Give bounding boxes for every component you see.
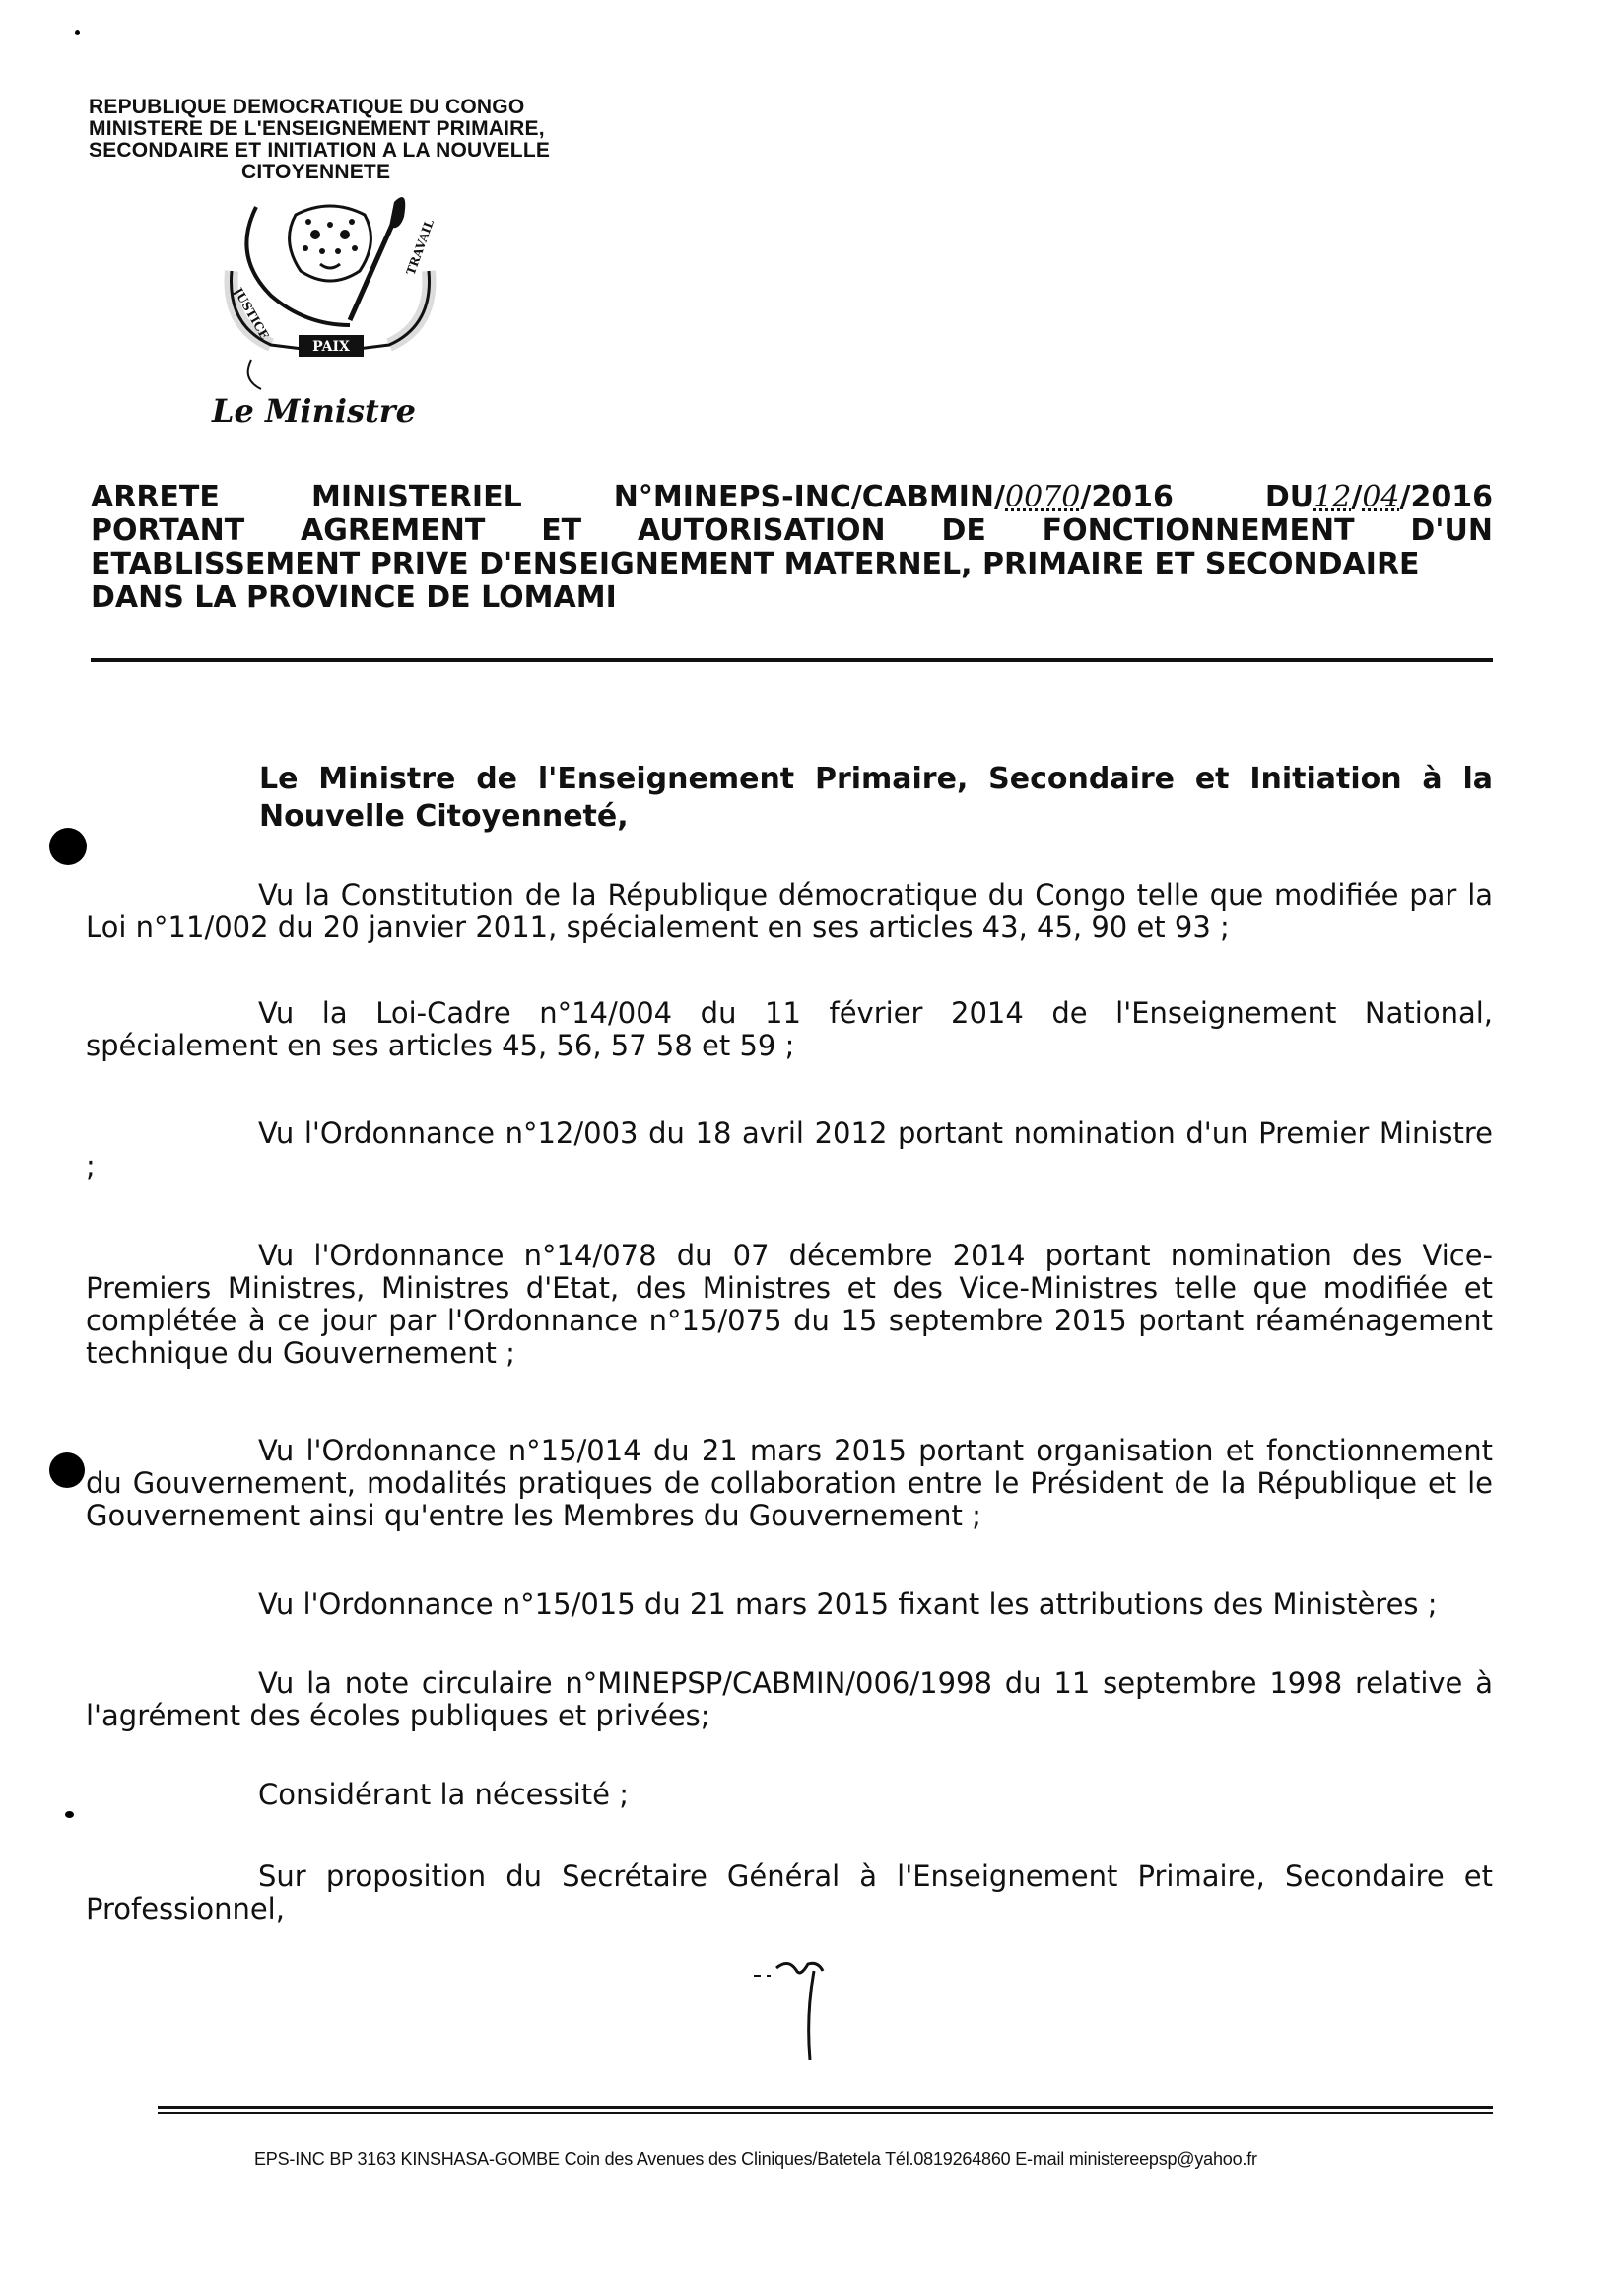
scan-speck [65,1811,74,1818]
footer-address: EPS-INC BP 3163 KINSHASA-GOMBE Coin des Avenues des Cliniques/Batetela Tél.0819264860 E-mail ministereepsp@yahoo.fr [254,2149,1257,2169]
punch-hole-mark [49,1452,85,1488]
leopard-head-icon [290,206,371,281]
title-word: ARRETE [91,480,220,514]
title-word: AUTORISATION [637,513,886,548]
letterhead-country: REPUBLIQUE DEMOCRATIQUE DU CONGO [89,96,525,118]
title-divider [91,658,1493,662]
title-row-3: ETABLISSEMENT PRIVE D'ENSEIGNEMENT MATERNEL, PRIMAIRE ET SECONDAIRE [91,547,1420,581]
paragraph: Vu l'Ordonnance n°15/014 du 21 mars 2015 portant organisation et fonctionnement du Gouvernement, modalités pratiques de collaboration entre le Président de la République et le Gouvernement ainsi qu'entre les Membres du Gouvernement ; [86,1434,1493,1532]
decree-title [91,481,1493,615]
letterhead-ministry-cont: SECONDAIRE ET INITIATION A LA NOUVELLE [89,139,551,162]
title-word: DE [941,513,986,548]
emblem-motto-right: TRAVAIL [403,217,438,278]
paragraph: Sur proposition du Secrétaire Général à l'Enseignement Primaire, Secondaire et Professionnel, [86,1859,1493,1925]
scan-speck [75,30,80,35]
emblem-motto-bottom: PAIX [312,339,350,355]
title-word: D'UN [1410,513,1493,548]
emblem-motto-left: JUSTICE [231,285,272,342]
letterhead-ministry-end: CITOYENNETE [241,161,391,183]
handwritten-ref-number: 0070 [1005,480,1081,514]
footer-divider [158,2106,1493,2109]
punch-hole-mark [49,828,87,865]
title-row-4: DANS LA PROVINCE DE LOMAMI [91,580,617,615]
title-row-1 [91,481,1493,514]
paragraph: Vu la note circulaire n°MINEPSP/CABMIN/006/1998 du 11 septembre 1998 relative à l'agrément des écoles publiques et privées; [86,1666,1494,1732]
letterhead-ministry: MINISTERE DE L'ENSEIGNEMENT PRIMAIRE, [89,117,545,140]
minister-heading: Le Ministre de l'Enseignement Primaire, Secondaire et Initiation à la Nouvelle Citoyenneté, [259,762,1493,834]
handwritten-month: 04 [1362,480,1400,514]
handwritten-day: 12 [1313,480,1352,514]
paragraph: Vu l'Ordonnance n°14/078 du 07 décembre 2014 portant nomination des Vice-Premiers Ministres, Ministres d'Etat, des Ministres et des Vice-Ministres telle que modifiée et complétée à ce jour par l'Ordonnance n°15/075 du 15 septembre 2015 portant réaménagement technique du Gouvernement ; [86,1239,1493,1370]
title-word: AGREMENT [301,513,486,548]
decree-date: DU12/04/2016 [1264,480,1493,514]
title-row-2 [91,514,1493,548]
letterhead [89,97,680,183]
paragraph: Vu la Constitution de la République démocratique du Congo telle que modifiée par la Loi n°11/002 du 20 janvier 2011, spécialement en ses articles 43, 45, 90 et 93 ; [86,878,1494,944]
paragraph: Considérant la nécessité ; [258,1778,629,1811]
title-word: ET [541,513,582,548]
signature-title: Le Ministre [212,392,417,430]
handwritten-initials-icon [749,1956,838,2064]
title-word: FONCTIONNEMENT [1042,513,1355,548]
paragraph: Vu l'Ordonnance n°12/003 du 18 avril 2012 portant nomination d'un Premier Ministre ; [86,1116,1494,1182]
footer-divider [158,2112,1493,2114]
decree-reference: N°MINEPS-INC/CABMIN/0070/2016 [613,480,1174,514]
paragraph: Vu l'Ordonnance n°15/015 du 21 mars 2015 fixant les attributions des Ministères ; [258,1587,1438,1621]
coat-of-arms-icon [212,187,448,394]
paragraph: Vu la Loi-Cadre n°14/004 du 11 février 2014 de l'Enseignement National, spécialement en ses articles 45, 56, 57 58 et 59 ; [86,996,1493,1062]
title-word: MINISTERIEL [310,480,522,514]
title-word: PORTANT [91,513,245,548]
